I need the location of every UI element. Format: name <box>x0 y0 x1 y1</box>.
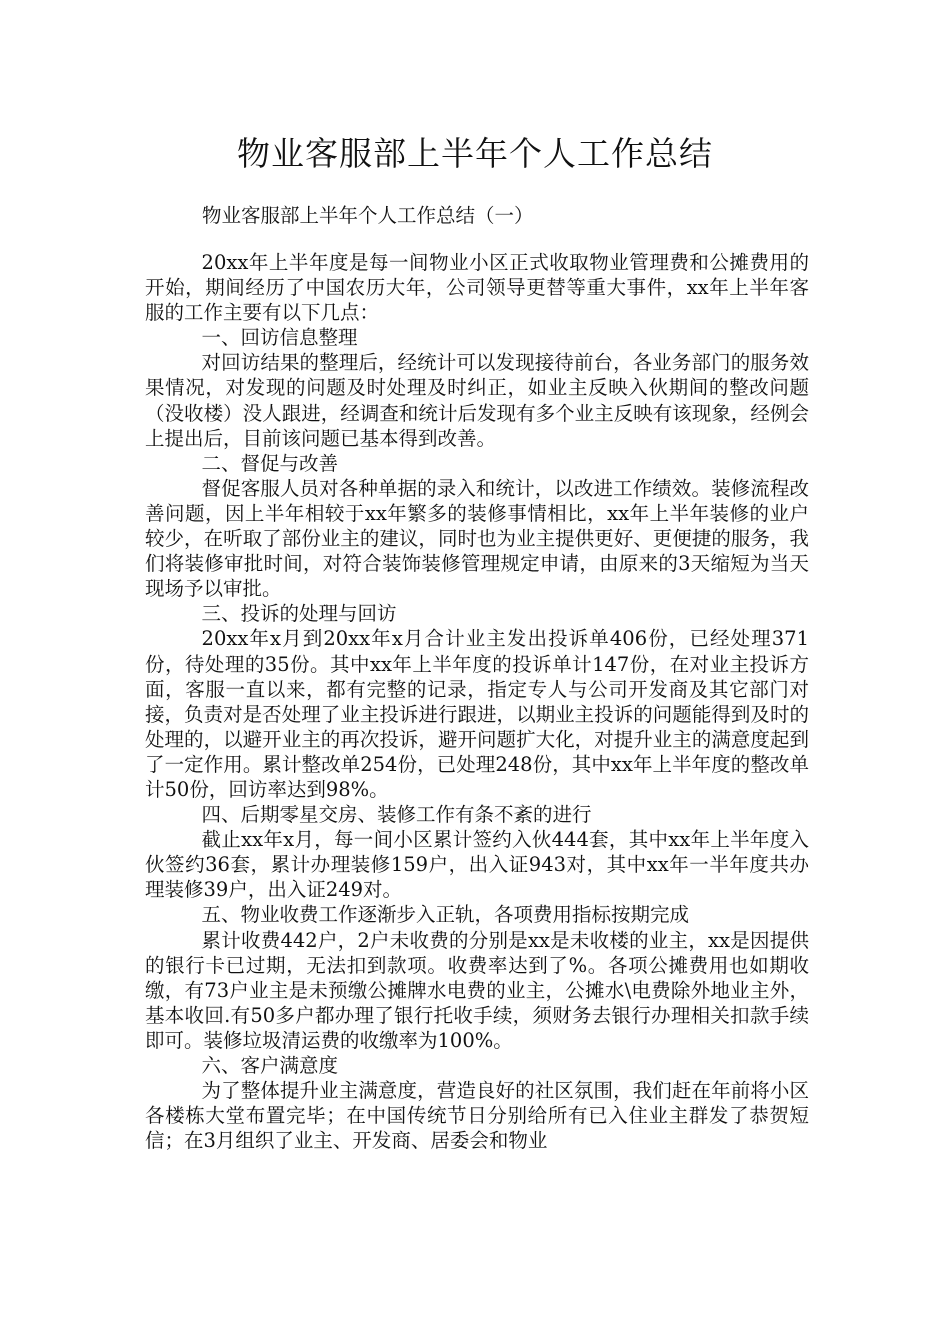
paragraph-section-5: 累计收费442户，2户未收费的分别是xx是未收楼的业主，xx是因提供的银行卡已过期，无法扣到款项。收费率达到了%。各项公摊费用也如期收缴，有73户业主是未预缴公摊牌水电费的业主，公摊水\电费除外地业主外，基本收回.有50多户都办理了银行托收手续，须财务去银行办理相关扣款手续即可。装修垃圾清运费的收缴率为100%。 <box>145 928 809 1052</box>
section-heading-1: 一、回访信息整理 <box>201 326 358 350</box>
paragraph-section-1: 对回访结果的整理后，经统计可以发现接待前台，各业务部门的服务效果情况，对发现的问题及时处理及时纠正，如业主反映入伙期间的整改问题（没收楼）没人跟进，经调查和统计后发现有多个业主反映有该现象，经例会上提出后，目前该问题已基本得到改善。 <box>145 351 809 450</box>
paragraph-section-3: 20xx年x月到20xx年x月合计业主发出投诉单406份，已经处理371份，待处理的35份。其中xx年上半年度的投诉单计147份，在对业主投诉方面，客服一直以来，都有完整的记录，指定专人与公司开发商及其它部门对接，负责对是否处理了业主投诉进行跟进，以期业主投诉的问题能得到及时的处理的，以避开业主的再次投诉，避开问题扩大化，对提升业主的满意度起到了一定作用。累计整改单254份，已处理248份，其中xx年上半年度的整改单计50份，回访率达到98%。 <box>145 627 809 801</box>
document-title: 物业客服部上半年个人工作总结 <box>237 134 713 173</box>
section-heading-4: 四、后期零星交房、装修工作有条不紊的进行 <box>201 803 592 827</box>
paragraph-intro: 20xx年上半年度是每一间物业小区正式收取物业管理费和公摊费用的开始，期间经历了中国农历大年，公司领导更替等重大事件，xx年上半年客服的工作主要有以下几点： <box>145 251 809 325</box>
paragraph-section-4: 截止xx年x月，每一间小区累计签约入伙444套，其中xx年上半年度入伙签约36套，累计办理装修159户，出入证943对，其中xx年一半年度共办理装修39户，出入证249对。 <box>145 828 809 902</box>
paragraph-section-2: 督促客服人员对各种单据的录入和统计，以改进工作绩效。装修流程改善问题，因上半年相较于xx年繁多的装修事情相比，xx年上半年装修的业户较少，在听取了部份业主的建议，同时也为业主提供更好、更便捷的服务，我们将装修审批时间，对符合装饰装修管理规定申请，由原来的3天缩短为当天现场予以审批。 <box>145 476 809 601</box>
paragraph-section-6: 为了整体提升业主满意度，营造良好的社区氛围，我们赶在年前将小区各楼栋大堂布置完毕；在中国传统节日分别给所有已入住业主群发了恭贺短信；在3月组织了业主、开发商、居委会和物业 <box>145 1079 809 1153</box>
section-heading-5: 五、物业收费工作逐渐步入正轨，各项费用指标按期完成 <box>201 903 690 927</box>
document-body <box>145 250 809 1153</box>
section-heading-6: 六、客户满意度 <box>201 1054 339 1077</box>
section-heading-2: 二、督促与改善 <box>201 451 339 475</box>
document-subtitle: 物业客服部上半年个人工作总结（一） <box>202 204 534 227</box>
section-heading-3: 三、投诉的处理与回访 <box>201 602 397 626</box>
